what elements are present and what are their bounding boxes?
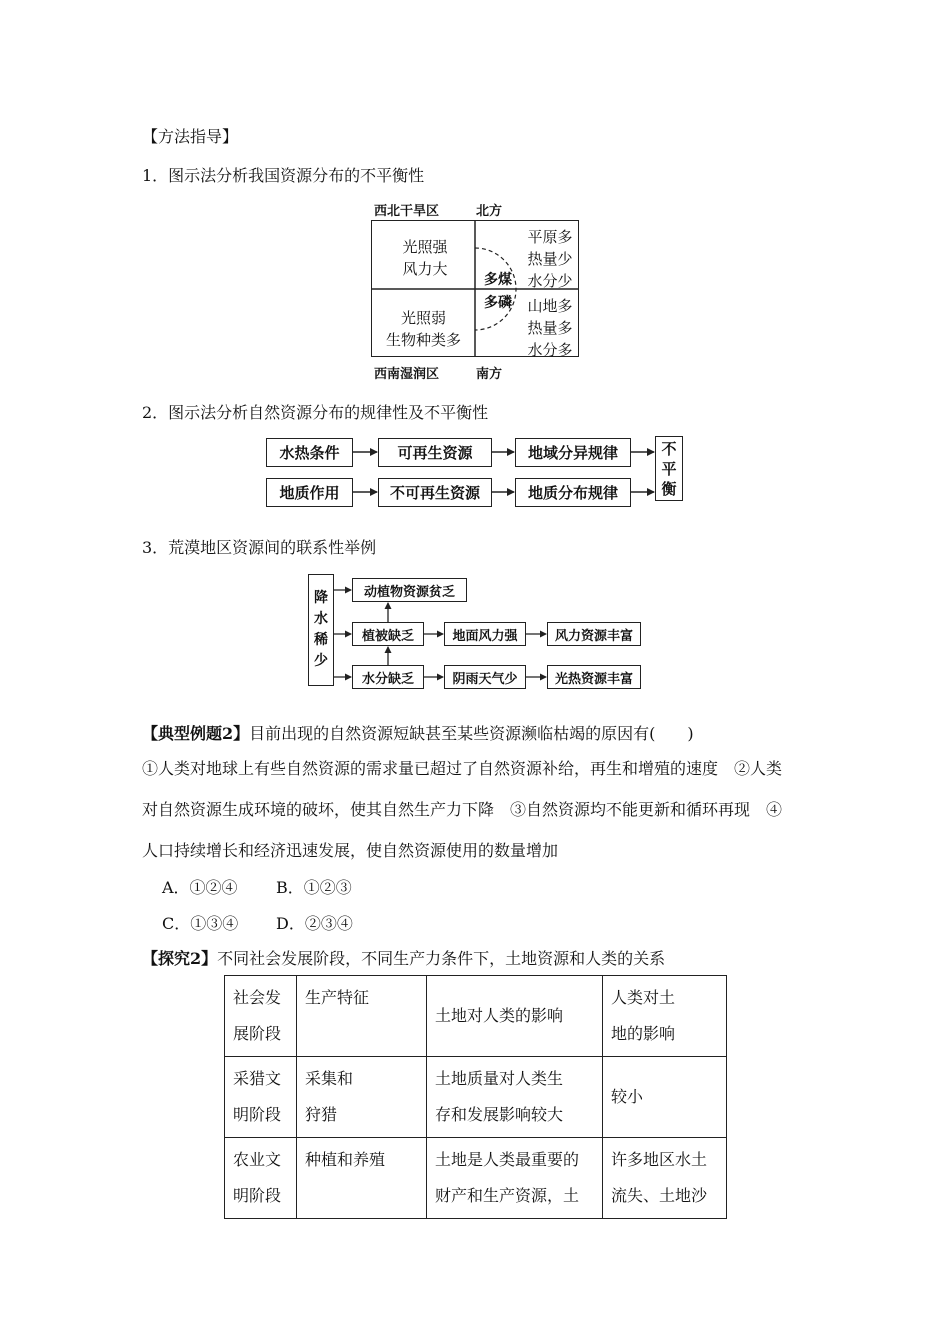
imbalance-char-3: 衡 [661, 479, 677, 498]
box-rich-wind-resource: 风力资源丰富 [547, 622, 641, 646]
option-b: B．①②③ [276, 878, 352, 897]
box-renewable: 可再生资源 [378, 438, 492, 467]
box-geologic-distribution: 地质分布规律 [515, 478, 631, 507]
header-land-impact-text: 土地对人类的影响 [435, 1006, 564, 1025]
box-regional-differentiation: 地域分异规律 [515, 438, 631, 467]
box-strong-wind: 地面风力强 [444, 622, 526, 646]
header-stage [225, 976, 297, 1057]
option-c: C．①③④ [162, 914, 239, 933]
box-rich-solar-resource: 光热资源丰富 [547, 665, 641, 689]
box-little-rain: 阴雨天气少 [444, 665, 526, 689]
explore-text: 不同社会发展阶段，不同生产力条件下，土地资源和人类的关系 [217, 949, 666, 968]
header-human-impact-l1: 人类对土 [611, 988, 676, 1007]
se-line1: 山地多 [527, 297, 573, 315]
example-question-text: 目前出现的自然资源短缺甚至某些资源濒临枯竭的原因有( ) [249, 724, 694, 743]
item-2-title: 2．图示法分析自然资源分布的规律性及不平衡性 [142, 403, 489, 422]
ne-line3: 水分少 [527, 272, 573, 290]
row2-stage-l2: 明阶段 [233, 1186, 282, 1205]
table-row [225, 1057, 727, 1138]
example-body-line-2: 对自然资源生成环境的破坏，使其自然生产力下降 ③自然资源均不能更新和循环再现 ④ [142, 800, 783, 819]
box-nonrenewable: 不可再生资源 [378, 478, 492, 507]
box-lack-water: 水分缺乏 [352, 665, 424, 689]
sw-line1: 光照弱 [400, 309, 446, 327]
center-phosphorus: 多磷 [484, 295, 512, 311]
row1-stage [225, 1057, 297, 1138]
row1-stage-l1: 采猎文 [233, 1069, 282, 1088]
row2-stage [225, 1138, 297, 1219]
row1-production-l2: 狩猎 [305, 1105, 338, 1124]
nw-cell [385, 236, 465, 280]
nw-line1: 光照强 [402, 238, 448, 256]
row2-land-impact-l1: 土地是人类最重要的 [435, 1150, 580, 1169]
ne-line1: 平原多 [527, 228, 573, 246]
se-line2: 热量多 [527, 319, 573, 337]
example-body-line-1: ①人类对地球上有些自然资源的需求量已超过了自然资源补给，再生和增殖的速度 ②人类 [142, 759, 783, 778]
row2-human-impact-l2: 流失、土地沙 [611, 1186, 708, 1205]
table-header-row [225, 976, 727, 1057]
header-stage-l2: 展阶段 [233, 1024, 282, 1043]
imbalance-char-2: 平 [661, 459, 677, 478]
header-human-impact [603, 976, 727, 1057]
se-cell [522, 295, 578, 361]
precip-char-4: 少 [314, 653, 328, 669]
item-1-title: 1．图示法分析我国资源分布的不平衡性 [142, 166, 425, 185]
row2-production-text: 种植和养殖 [305, 1150, 386, 1169]
row2-human-impact [603, 1138, 727, 1219]
box-hydrothermal: 水热条件 [266, 438, 353, 467]
label-northwest-arid: 西北干旱区 [374, 204, 440, 219]
imbalance-char-1: 不 [661, 439, 677, 458]
ne-cell [522, 226, 578, 292]
sw-line2: 生物种类多 [385, 331, 461, 349]
precip-char-2: 水 [314, 611, 328, 627]
header-production [297, 976, 427, 1057]
row1-human-impact [603, 1057, 727, 1138]
label-southwest-humid: 西南湿润区 [374, 367, 440, 382]
row1-land-impact-l1: 土地质量对人类生 [435, 1069, 564, 1088]
box-imbalance [655, 436, 683, 501]
precip-char-1: 降 [314, 590, 328, 606]
label-south: 南方 [476, 367, 503, 382]
example-body-line-3: 人口持续增长和经济迅速发展，使自然资源使用的数量增加 [142, 841, 559, 860]
row2-land-impact [427, 1138, 603, 1219]
box-low-precipitation [308, 574, 334, 686]
box-geologic-action: 地质作用 [266, 478, 353, 507]
example-question [142, 721, 694, 744]
center-coal: 多煤 [484, 272, 512, 288]
row1-stage-l2: 明阶段 [233, 1105, 282, 1124]
se-line3: 水分多 [527, 341, 573, 359]
example-title: 【典型例题2】 [142, 724, 250, 743]
explore-heading [142, 946, 665, 969]
row2-production [297, 1138, 427, 1219]
table-row [225, 1138, 727, 1219]
row1-production [297, 1057, 427, 1138]
box-lack-vegetation: 植被缺乏 [352, 622, 424, 646]
explore-title: 【探究2】 [142, 949, 218, 968]
precip-char-3: 稀 [314, 632, 328, 648]
option-a: A．①②④ [162, 878, 238, 897]
label-north: 北方 [476, 204, 503, 219]
row2-human-impact-l1: 许多地区水土 [611, 1150, 708, 1169]
nw-line2: 风力大 [402, 260, 448, 278]
row2-land-impact-l2: 财产和生产资源，土 [435, 1186, 580, 1205]
row1-land-impact [427, 1057, 603, 1138]
sw-cell [376, 307, 471, 351]
header-stage-l1: 社会发 [233, 988, 282, 1007]
header-land-impact [427, 976, 603, 1057]
header-human-impact-l2: 地的影响 [611, 1024, 676, 1043]
method-heading: 【方法指导】 [142, 127, 239, 146]
header-production-text: 生产特征 [305, 988, 370, 1007]
box-poor-flora-fauna: 动植物资源贫乏 [352, 578, 467, 602]
row2-stage-l1: 农业文 [233, 1150, 282, 1169]
land-human-relation-table [224, 975, 727, 1219]
row1-land-impact-l2: 存和发展影响较大 [435, 1105, 564, 1124]
ne-line2: 热量少 [527, 250, 573, 268]
item-3-title: 3．荒漠地区资源间的联系性举例 [142, 538, 377, 557]
option-d: D．②③④ [276, 914, 353, 933]
row1-production-l1: 采集和 [305, 1069, 354, 1088]
row1-human-impact-text: 较小 [611, 1087, 644, 1106]
